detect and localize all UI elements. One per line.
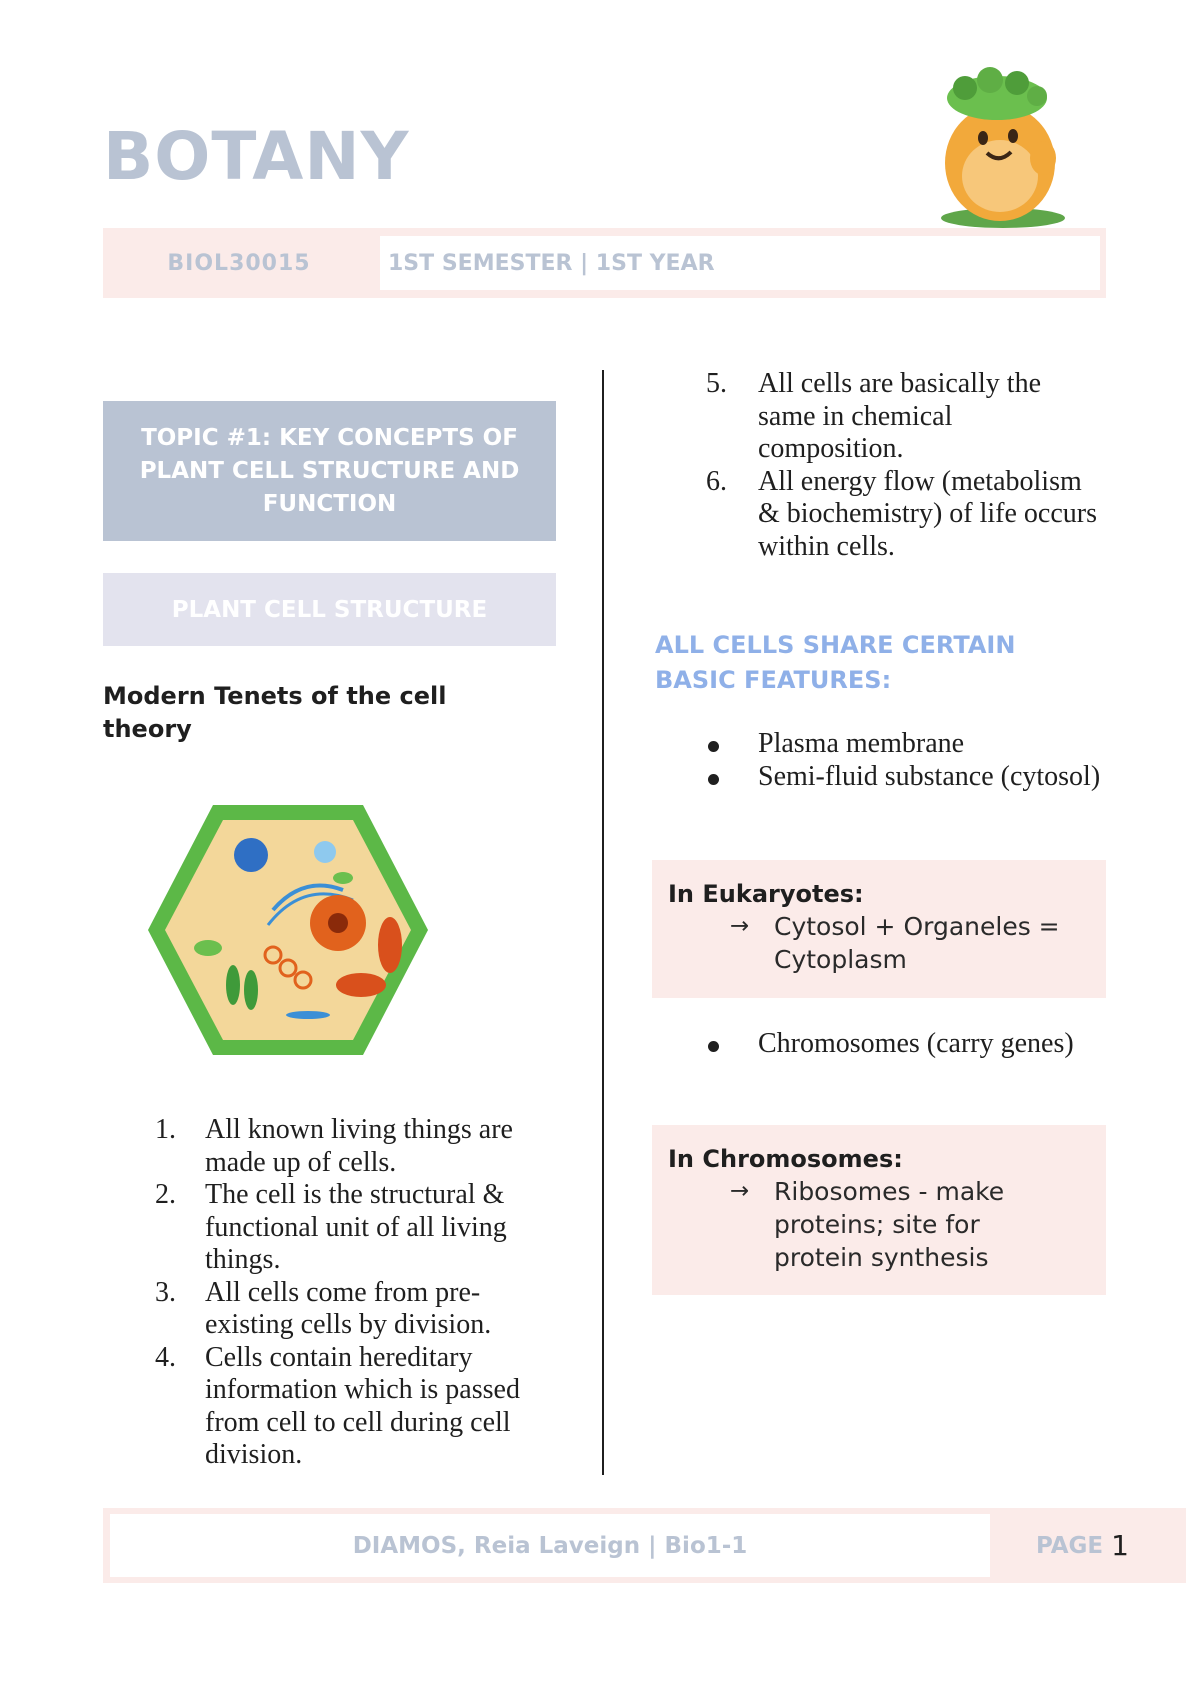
plant-mascot-illustration	[925, 58, 1075, 230]
course-code: BIOL30015	[167, 250, 311, 276]
callout-line	[668, 1241, 1088, 1274]
list-item	[103, 1179, 563, 1277]
callout-text: Cytoplasm	[774, 945, 907, 974]
footer-author: DIAMOS, Reia Laveign | Bio1-1	[110, 1514, 990, 1577]
page-title: BOTANY	[103, 118, 410, 195]
features-list-continued	[654, 1028, 1104, 1061]
chromosomes-callout	[652, 1125, 1106, 1295]
callout-text: protein synthesis	[774, 1243, 989, 1272]
callout-line	[668, 1208, 1088, 1241]
eukaryotes-callout	[652, 860, 1106, 998]
page-number: 1	[1111, 1529, 1129, 1562]
topic-heading: TOPIC #1: KEY CONCEPTS OF PLANT CELL STRUCTURE AND FUNCTION	[103, 401, 556, 541]
features-heading: ALL CELLS SHARE CERTAIN BASIC FEATURES:	[655, 631, 1016, 694]
list-item	[654, 466, 1104, 564]
list-item	[103, 1114, 563, 1179]
callout-line	[668, 1175, 1088, 1208]
list-number: 4.	[155, 1341, 176, 1373]
list-text: The cell is the structural & functional unit of all living things.	[205, 1179, 507, 1275]
arrow-right-icon: →	[730, 1178, 750, 1204]
callout-text: Cytosol + Organeles =	[774, 912, 1060, 941]
list-item	[654, 1028, 1104, 1061]
tenets-heading: Modern Tenets of the cell theory	[103, 682, 447, 743]
plant-cell-diagram	[103, 780, 483, 1080]
list-number: 6.	[706, 465, 727, 497]
list-text: Semi-fluid substance (cytosol)	[758, 760, 1101, 792]
callout-text: proteins; site for	[774, 1210, 980, 1239]
list-text: Chromosomes (carry genes)	[758, 1028, 1074, 1059]
page-indicator	[1036, 1508, 1129, 1583]
list-number: 2.	[155, 1179, 176, 1210]
list-text: All known living things are made up of cells.	[205, 1114, 513, 1178]
semester-label: 1ST SEMESTER | 1ST YEAR	[380, 236, 1100, 290]
list-text: All cells are basically the same in chemical composition.	[758, 368, 1041, 464]
list-item	[103, 1277, 563, 1342]
list-item	[654, 761, 1104, 794]
callout-line	[668, 943, 1088, 976]
callout-text: Ribosomes - make	[774, 1177, 1005, 1206]
page-label: PAGE	[1036, 1532, 1104, 1559]
column-divider	[602, 370, 604, 1475]
callout-line	[668, 910, 1088, 943]
list-text: Plasma membrane	[758, 728, 965, 759]
list-number: 1.	[155, 1114, 176, 1145]
callout-title: In Eukaryotes:	[668, 880, 864, 908]
section-heading: PLANT CELL STRUCTURE	[103, 573, 556, 646]
bullet-icon	[708, 741, 719, 752]
list-number: 3.	[155, 1276, 176, 1308]
cell-theory-list-continued	[654, 368, 1104, 563]
list-text: Cells contain hereditary information which is passed from cell to cell during cell division.	[205, 1341, 520, 1470]
arrow-right-icon: →	[730, 913, 750, 939]
list-text: All energy flow (metabolism & biochemistry) of life occurs within cells.	[758, 465, 1098, 562]
list-item	[103, 1342, 563, 1472]
list-number: 5.	[706, 368, 727, 399]
bullet-icon	[708, 774, 719, 785]
cell-theory-list	[103, 1114, 563, 1472]
callout-title: In Chromosomes:	[668, 1145, 903, 1173]
list-item	[654, 368, 1104, 466]
features-list	[654, 728, 1104, 793]
list-text: All cells come from pre-existing cells by division.	[205, 1276, 492, 1340]
list-item	[654, 728, 1104, 761]
bullet-icon	[708, 1041, 719, 1052]
